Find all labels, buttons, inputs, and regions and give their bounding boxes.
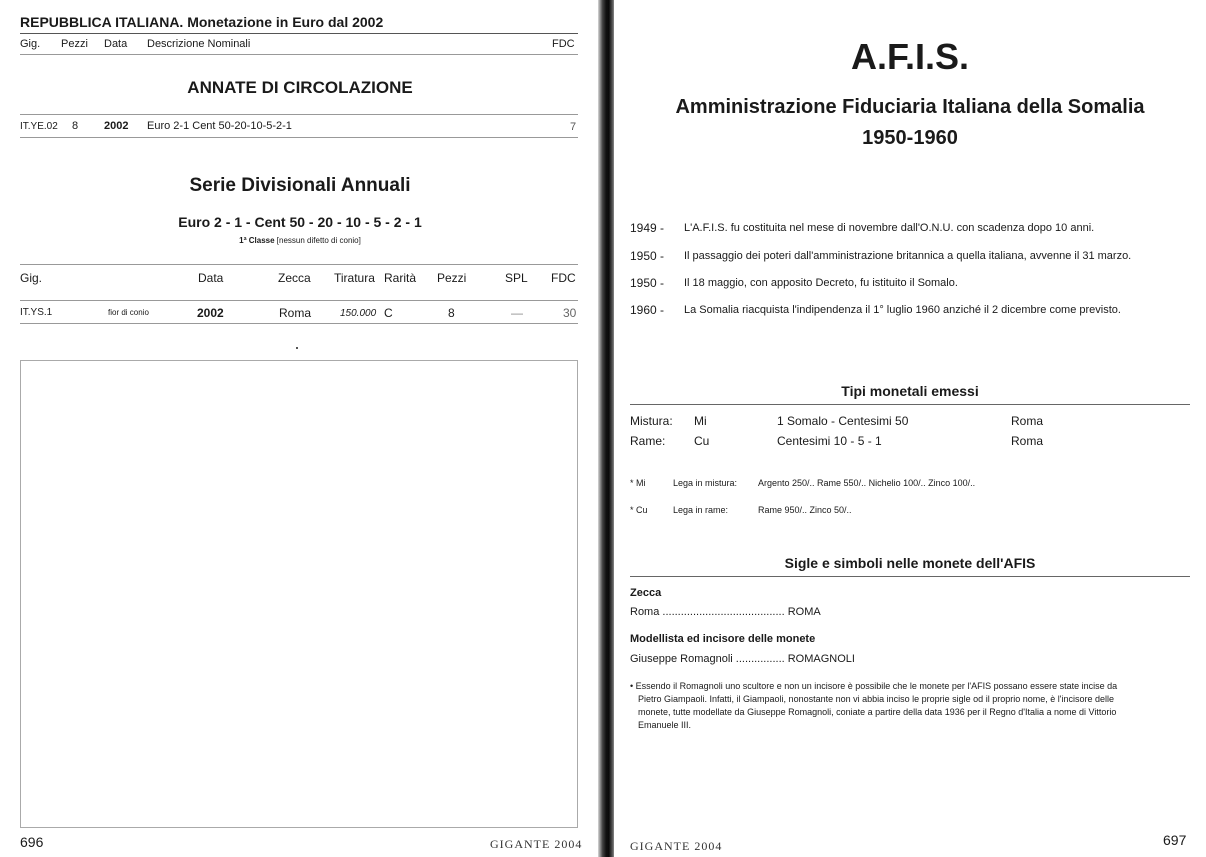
modellista-heading: Modellista ed incisore delle monete: [630, 633, 816, 645]
serie-rule-bottom: [20, 323, 578, 324]
afis-subtitle-line2: 1950-1960: [862, 127, 958, 149]
history-text-4: La Somalia riacquista l'indipendenza il 1° luglio 1960 anziché il 2 dicembre come previsto.: [684, 304, 1121, 316]
header-col-pezzi: Pezzi: [61, 38, 88, 50]
history-year-3: 1950 -: [630, 276, 665, 290]
footer-right: GIGANTE 2004: [630, 839, 723, 853]
sigle-rule: [630, 576, 1190, 577]
tipi-label-1: Mistura:: [630, 414, 673, 428]
lega-comp-1: Argento 250/.. Rame 550/.. Nichelio 100/.. Zinco 100/..: [758, 478, 976, 488]
annate-code: IT.YE.02: [20, 121, 58, 132]
tipi-rule: [630, 404, 1190, 405]
afis-title: A.F.I.S.: [850, 36, 970, 77]
afis-subtitle-line1: Amministrazione Fiduciaria Italiana della Somalia: [675, 96, 1145, 118]
header-rule-2: [20, 54, 578, 55]
history-year-2: 1950 -: [630, 249, 665, 263]
history-year-1: 1949 -: [630, 221, 665, 235]
serie-title: Serie Divisionali Annuali: [189, 175, 411, 196]
serie-row-spl: —: [511, 306, 523, 320]
history-text-1: L'A.F.I.S. fu costituita nel mese di novembre dall'O.N.U. con scadenza dopo 10 anni.: [684, 222, 1095, 234]
serie-row-fdc: 30: [563, 306, 577, 320]
history-text-2: Il passaggio dei poteri dall'amministrazione britannica a quella italiana, avvenne il 31 marzo.: [684, 250, 1132, 262]
header-title-bold: REPUBBLICA ITALIANA.: [20, 14, 184, 30]
serie-col-rarita: Rarità: [384, 271, 417, 285]
classe-note: [0, 236, 600, 245]
lega-label-1: Lega in mistura:: [673, 478, 738, 488]
serie-row-data: 2002: [197, 306, 224, 320]
zecca-heading: Zecca: [630, 587, 662, 599]
annate-fdc: 7: [570, 121, 577, 133]
serie-row-rarita: C: [384, 306, 393, 320]
page-number-right: 697: [1163, 832, 1187, 848]
serie-row-condition: fior di conio: [108, 308, 149, 317]
history-year-4: 1960 -: [630, 303, 665, 317]
classe-bold: 1ª Classe: [239, 236, 275, 245]
lega-sym-2: * Cu: [630, 505, 648, 515]
serie-col-spl: SPL: [505, 271, 528, 285]
tipi-nominali-1: 1 Somalo - Centesimi 50: [777, 414, 909, 428]
footer-left: GIGANTE 2004: [490, 837, 583, 851]
tipi-sym-2: Cu: [694, 434, 710, 448]
tipi-sym-1: Mi: [694, 414, 707, 428]
page-number-left: 696: [20, 834, 44, 850]
header-col-gig: Gig.: [20, 38, 41, 50]
serie-row-code: IT.YS.1: [20, 307, 53, 318]
serie-subtitle: Euro 2 - 1 - Cent 50 - 20 - 10 - 5 - 2 - 1: [178, 214, 422, 230]
modellista-line: Giuseppe Romagnoli ................ ROMAGNOLI: [630, 653, 855, 665]
lega-comp-2: Rame 950/.. Zinco 50/..: [758, 505, 852, 515]
header-col-data: Data: [104, 38, 128, 50]
annate-pezzi: 8: [72, 120, 79, 132]
tipi-zecca-1: Roma: [1011, 414, 1044, 428]
header-title-rest: Monetazione in Euro dal 2002: [183, 14, 384, 30]
serie-col-tiratura: Tiratura: [334, 271, 375, 285]
serie-row-tiratura: 150.000: [340, 308, 377, 319]
left-page: [0, 0, 600, 857]
note-line-4: Emanuele III.: [638, 720, 692, 730]
sigle-title: Sigle e simboli nelle monete dell'AFIS: [784, 555, 1036, 571]
annate-descr: Euro 2-1 Cent 50-20-10-5-2-1: [147, 120, 292, 132]
annate-title: ANNATE DI CIRCOLAZIONE: [187, 78, 413, 97]
serie-row-pezzi: 8: [448, 306, 455, 320]
right-page: [614, 0, 1206, 857]
tipi-label-2: Rame:: [630, 434, 666, 448]
header-col-descr: Descrizione Nominali: [147, 38, 251, 50]
tipi-zecca-2: Roma: [1011, 434, 1044, 448]
tipi-title: Tipi monetali emessi: [841, 383, 979, 399]
history-text-3: Il 18 maggio, con apposito Decreto, fu istituito il Somalo.: [684, 277, 958, 289]
lega-label-2: Lega in rame:: [673, 505, 729, 515]
zecca-line: Roma ........................................ ROMA: [630, 606, 821, 618]
serie-col-zecca: Zecca: [278, 271, 311, 285]
serie-row-zecca: Roma: [279, 306, 312, 320]
image-placeholder-box: [20, 360, 578, 828]
left-header-title: [20, 14, 383, 30]
note-line-2: Pietro Giampaoli. Infatti, il Giampaoli, nonostante non vi abbia inciso le proprie sigle od il proprio nome, è l'incisore delle: [638, 694, 1114, 704]
classe-rest: [nessun difetto di conio]: [274, 236, 361, 245]
annate-rule-bottom: [20, 137, 578, 138]
note-line-3: monete, tutte modellate da Giuseppe Romagnoli, coniate a partire della data 1936 per il Regno d'Italia a nome di Vittorio: [638, 707, 1117, 717]
header-col-fdc: FDC: [552, 38, 575, 50]
note-line-1: • Essendo il Romagnoli uno scultore e non un incisore è possibile che le monete per l'AFIS possano essere state incise da: [630, 681, 1118, 691]
serie-col-pezzi: Pezzi: [437, 271, 467, 285]
serie-col-data: Data: [198, 271, 224, 285]
serie-col-gig: Gig.: [20, 271, 43, 285]
annate-rule-top: [20, 114, 578, 115]
header-rule: [20, 33, 578, 34]
lega-sym-1: * Mi: [630, 478, 646, 488]
tipi-nominali-2: Centesimi 10 - 5 - 1: [777, 434, 882, 448]
annate-year: 2002: [104, 120, 129, 132]
speck: [296, 347, 298, 349]
serie-rule-top: [20, 264, 578, 265]
serie-col-fdc: FDC: [551, 271, 576, 285]
serie-rule-mid: [20, 300, 578, 301]
